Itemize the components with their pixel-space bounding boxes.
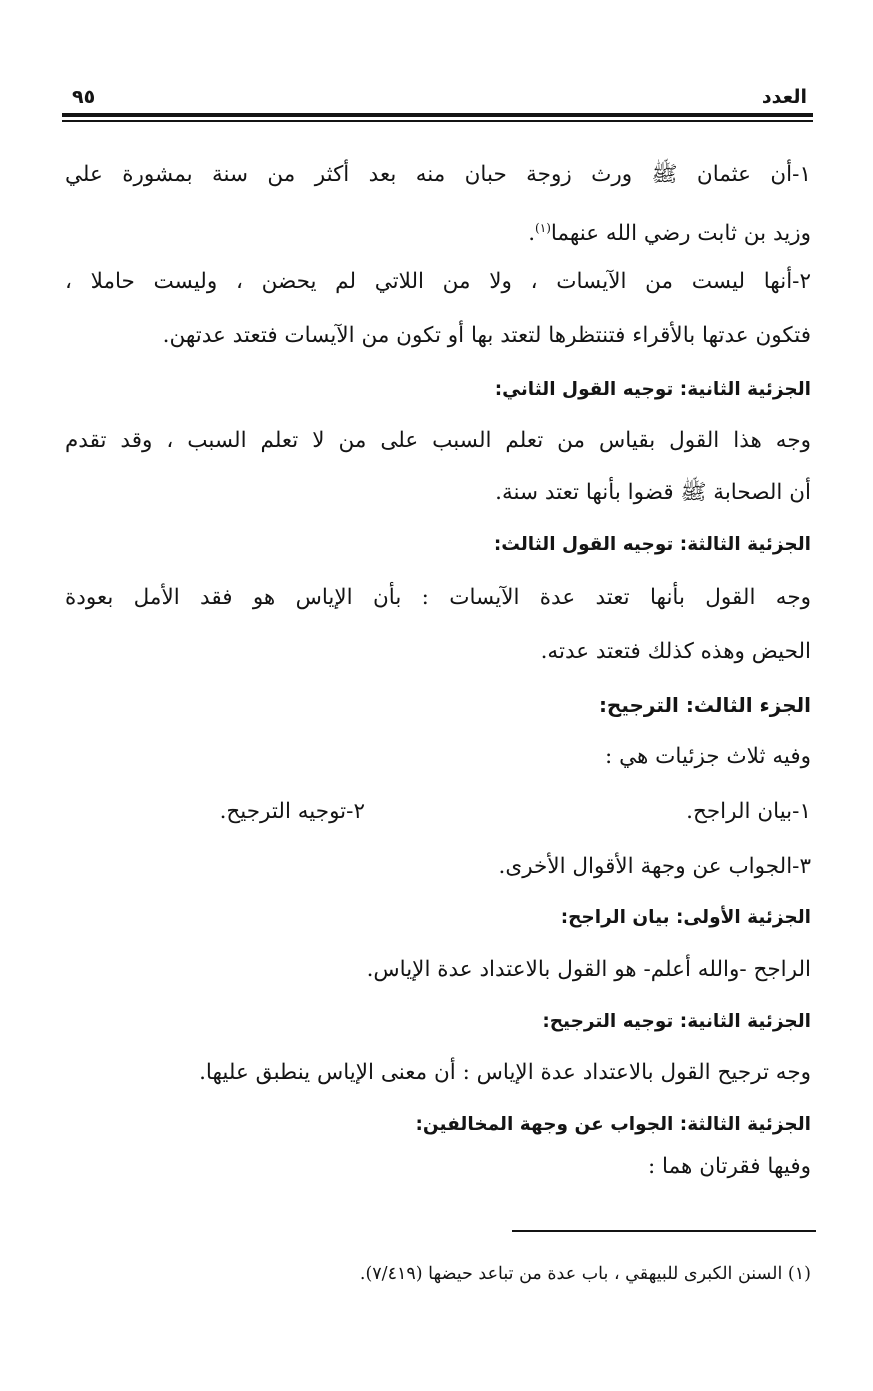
list-item-2: ٢-توجيه الترجيح.	[219, 799, 365, 824]
running-header	[62, 86, 813, 110]
header-rule-thick	[62, 113, 813, 117]
body-line-8: الحيض وهذه كذلك فتعتد عدته.	[540, 639, 811, 664]
body-line-6: أن الصحابة ﷺ قضوا بأنها تعتد سنة.	[495, 480, 811, 505]
chapter-title: العدد	[761, 86, 807, 108]
header-rule-thin	[62, 120, 813, 122]
footnote-ref[interactable]: (١)	[535, 221, 551, 235]
body-line-4: فتكون عدتها بالأقراء فتنتظرها لتعتد بها أو تكون من الآيسات فتعتد عدتهن.	[162, 323, 811, 348]
section-heading-3: الجزء الثالث: الترجيح:	[598, 693, 811, 717]
body-line-2-text: وزيد بن ثابت رضي الله عنهما	[550, 221, 811, 247]
body-line-7: وجه القول بأنها تعتد عدة الآيسات : بأن الإياس هو فقد الأمل بعودة	[65, 585, 811, 610]
body-line-3: ٢-أنها ليست من الآيسات ، ولا من اللاتي لم يحضن ، وليست حاملا ،	[65, 269, 811, 294]
section-heading-4: الجزئية الأولى: بيان الراجح:	[560, 907, 811, 928]
body-line-14: وفيها فقرتان هما :	[647, 1154, 811, 1179]
body-line-1: ١-أن عثمان ﷺ ورث زوجة حبان منه بعد أكثر من سنة بمشورة علي	[65, 162, 811, 187]
footnote-separator	[512, 1230, 816, 1232]
list-row	[65, 797, 811, 827]
list-item-1: ١-بيان الراجح.	[686, 799, 811, 824]
body-line-5: وجه هذا القول بقياس من تعلم السبب على من لا تعلم السبب ، وقد تقدم	[65, 428, 811, 453]
body-line-12: الراجح -والله أعلم- هو القول بالاعتداد عدة الإياس.	[366, 957, 811, 982]
body-line-2	[65, 213, 811, 249]
body-line-9: وفيه ثلاث جزئيات هي :	[605, 744, 811, 769]
body-line-2-end: .	[528, 221, 536, 247]
list-item-3: ٣-الجواب عن وجهة الأقوال الأخرى.	[498, 854, 811, 879]
section-heading-5: الجزئية الثانية: توجيه الترجيح:	[542, 1011, 811, 1032]
section-heading-6: الجزئية الثالثة: الجواب عن وجهة المخالفين:	[415, 1114, 811, 1135]
section-heading-2: الجزئية الثالثة: توجيه القول الثالث:	[493, 534, 811, 555]
body-line-13: وجه ترجيح القول بالاعتداد عدة الإياس : أن معنى الإياس ينطبق عليها.	[199, 1060, 811, 1085]
footnote: (١) السنن الكبرى للبيهقي ، باب عدة من تباعد حيضها (٧/٤١٩).	[359, 1264, 811, 1284]
section-heading-1: الجزئية الثانية: توجيه القول الثاني:	[494, 379, 811, 400]
page-number: ٩٥	[72, 86, 96, 108]
